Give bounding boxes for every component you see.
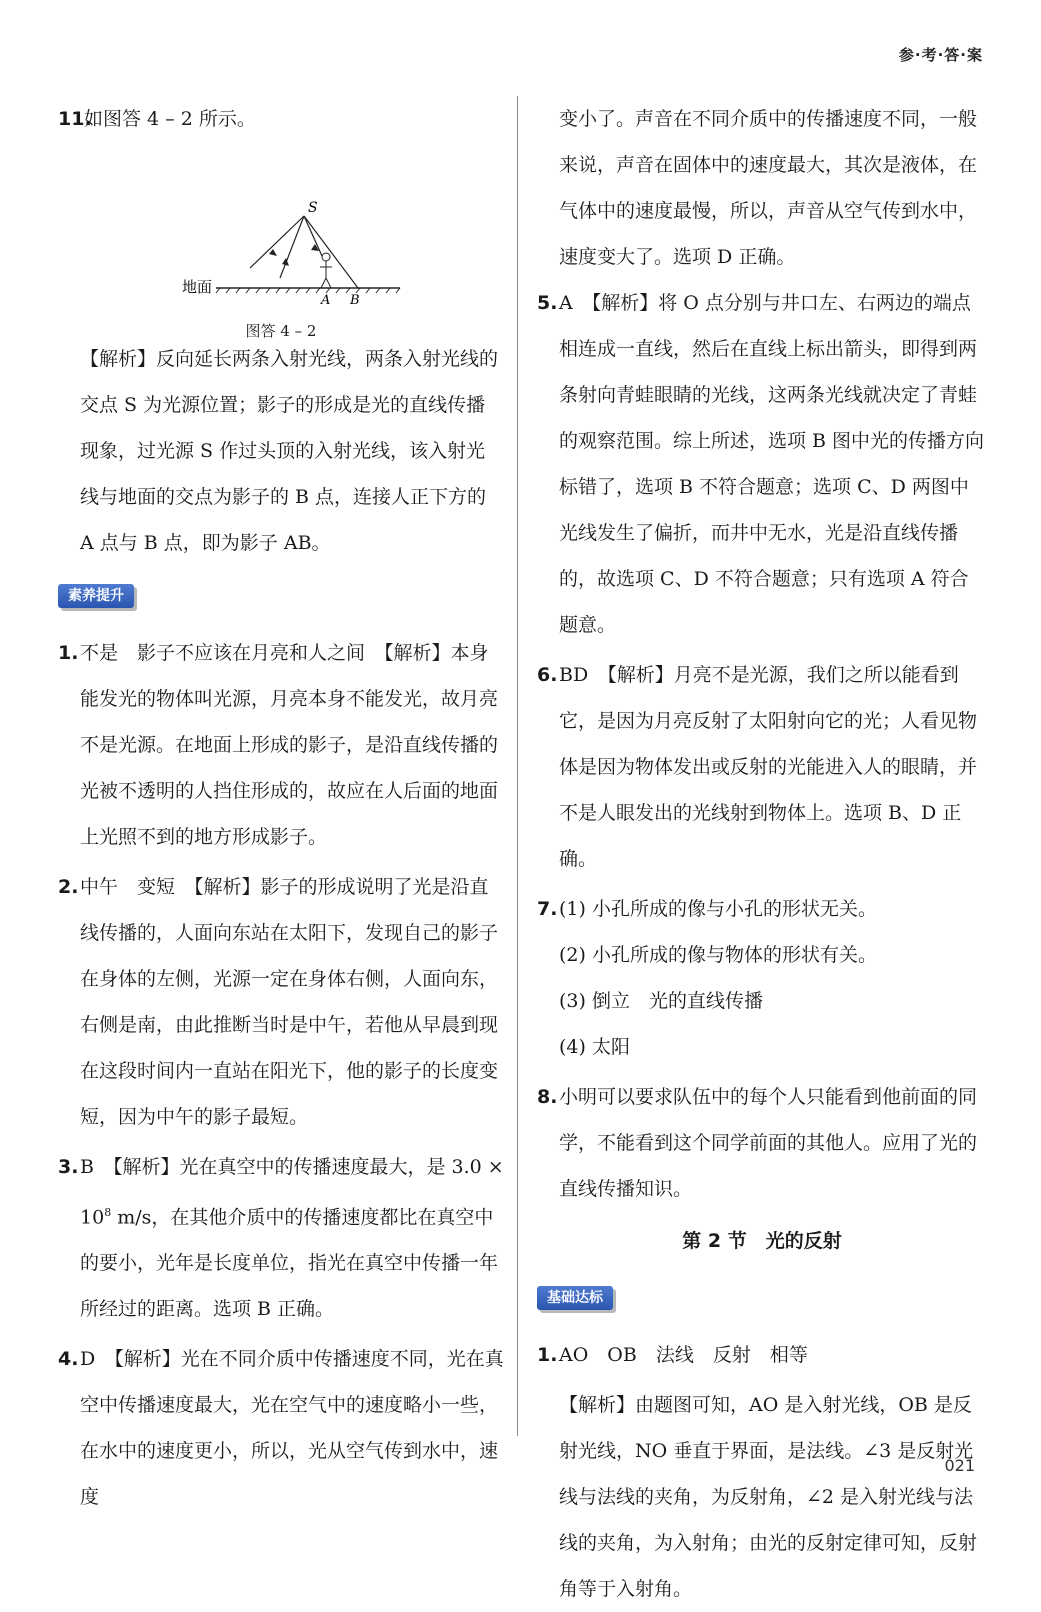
item-number: 7. (537, 898, 558, 920)
q11-analysis: 【解析】反向延长两条入射光线，两条入射光线的交点 S 为光源位置；影子的形成是光的直线传播现象，过光源 S 作过头顶的入射光线，该入射光线与地面的交点为影子的 B 点，连接人正下方的 A 点与 B 点，即为影子 AB。 (80, 348, 499, 554)
item-number: 3. (58, 1156, 79, 1178)
item-number: 6. (537, 664, 558, 686)
answer-item-1-reflection (537, 1332, 987, 1378)
page-number: 021 (944, 1456, 975, 1475)
item-text: B 【解析】光在真空中的传播速度最大，是 3.0 × 10 (80, 1156, 504, 1229)
question-number: 11. (58, 108, 92, 130)
item-number: 1. (537, 1344, 558, 1366)
answer-item-5 (537, 280, 987, 648)
answer-item-2 (58, 864, 504, 1140)
column-divider (517, 96, 518, 1436)
item-text: AO OB 法线 反射 相等 (559, 1344, 808, 1366)
answer-item-3 (58, 1144, 504, 1332)
item-part: (1) 小孔所成的像与小孔的形状无关。 (559, 898, 877, 920)
answer-item-6 (537, 652, 987, 882)
item-number: 5. (537, 292, 558, 314)
item-text: BD 【解析】月亮不是光源，我们之所以能看到它，是因为月亮反射了太阳射向它的光；人看见物体是因为物体发出或反射的光能进入人的眼睛，并不是人眼发出的光线射到物体上。选项 B、D 正确。 (559, 664, 978, 870)
left-column (58, 96, 504, 1524)
answer-item-1 (58, 630, 504, 860)
superscript: 8 (104, 1206, 112, 1219)
q4-continuation: 变小了。声音在不同介质中的传播速度不同，一般来说，声音在固体中的速度最大，其次是液体，在气体中的速度最慢，所以，声音从空气传到水中，速度变大了。选项 D 正确。 (559, 108, 978, 268)
shadow-diagram (178, 146, 428, 316)
item-number: 4. (58, 1348, 79, 1371)
answer-item-8 (537, 1074, 987, 1212)
item-text: A 【解析】将 O 点分别与井口左、右两边的端点相连成一直线，然后在直线上标出箭头，即得到两条射向青蛙眼睛的光线，这两条光线就决定了青蛙的观察范围。综上所述，选项 B 图中光的传播方向标错了，选项 B 不符合题意；选项 C、D 两图中光线发生了偏折，而井中无水，光是沿直线传播的，故选项 C、D 不符合题意；只有选项 A 符合题意。 (559, 292, 985, 636)
item-text: 小明可以要求队伍中的每个人只能看到他前面的同学，不能看到这个同学前面的其他人。应用了光的直线传播知识。 (559, 1086, 978, 1200)
item-number: 8. (537, 1086, 558, 1108)
item-text: D 【解析】光在不同介质中传播速度不同，光在真空中传播速度最大，光在空气中的速度略小一些，在水中的速度更小，所以，光从空气传到水中，速度 (80, 1348, 504, 1509)
item-number: 2. (58, 876, 79, 898)
item-part: (4) 太阳 (559, 1036, 630, 1058)
right-column (537, 96, 987, 1612)
section-badge-basics: 基础达标 (537, 1286, 613, 1310)
item-text-cont: m/s，在其他介质中的传播速度都比在真空中的要小，光年是长度单位，指光在真空中传播一年所经过的距离。选项 B 正确。 (80, 1206, 499, 1321)
figure-4-2 (58, 146, 504, 340)
label-A: A (321, 293, 331, 308)
item-part: (2) 小孔所成的像与物体的形状有关。 (559, 944, 877, 966)
answer-item-7 (537, 886, 987, 1070)
item-text: 不是 影子不应该在月亮和人之间 【解析】本身能发光的物体叫光源，月亮本身不能发光，故月亮不是光源。在地面上形成的影子，是沿直线传播的光被不透明的人挡住形成的，故应在人后面的地面上光照不到的地方形成影子。 (80, 642, 499, 848)
section-title: 第 2 节 光的反射 (682, 1230, 842, 1252)
question-11 (58, 96, 504, 142)
header-title: 参·考·答·案 (898, 46, 983, 64)
figure-caption: 图答 4 – 2 (245, 322, 317, 340)
item-number: 1. (58, 642, 79, 664)
item-text: 中午 变短 【解析】影子的形成说明了光是沿直线传播的，人面向东站在太阳下，发现自己的影子在身体的左侧，光源一定在身体右侧，人面向东，右侧是南，由此推断当时是中午，若他从早晨到现在这段时间内一直站在阳光下，他的影子的长度变短，因为中午的影子最短。 (80, 876, 499, 1128)
answer-item-4 (58, 1336, 504, 1520)
label-B: B (350, 293, 360, 308)
section-badge-literacy: 素养提升 (58, 584, 134, 608)
label-ground: 地面 (182, 278, 213, 296)
item-part: (3) 倒立 光的直线传播 (559, 990, 763, 1012)
label-S: S (308, 200, 318, 216)
q1-analysis: 【解析】由题图可知，AO 是入射光线，OB 是反射光线，NO 垂直于界面，是法线。∠3 是反射光线与法线的夹角，为反射角，∠2 是入射光线与法线的夹角，为入射角；由光的反射定律可知，反射角等于入射角。 (559, 1394, 978, 1600)
question-text: 如图答 4 – 2 所示。 (84, 108, 256, 130)
